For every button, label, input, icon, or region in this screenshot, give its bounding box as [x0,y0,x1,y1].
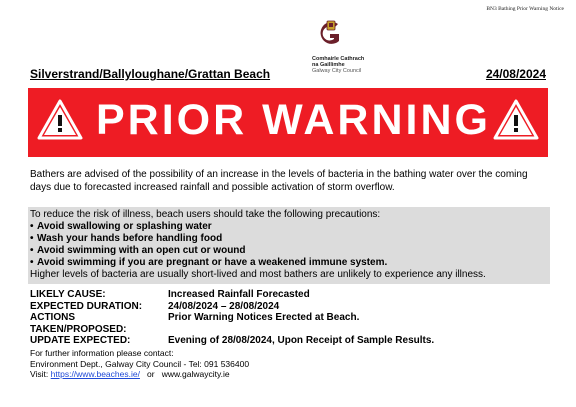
logo-line-2: na Gaillimhe [312,62,345,69]
warning-triangle-icon [492,98,540,142]
precaution-item: • Avoid swallowing or splashing water [30,221,548,233]
contact-intro: For further information please contact: [30,348,174,358]
prior-warning-banner [28,88,548,157]
logo-line-1: Comhairle Cathrach [312,56,365,62]
detail-row [30,335,550,347]
banner-title: PRIOR WARNING [96,96,491,144]
detail-value: 24/08/2024 – 28/08/2024 [168,300,280,312]
detail-row [30,312,550,335]
logo-line-3: Galway City Council [312,68,362,75]
precaution-item: • Avoid swimming if you are pregnant or have a weakened immune system. [30,257,548,269]
visit-label: Visit: [30,369,49,379]
council-website: www.galwaycity.ie [161,369,230,379]
contact-phone: Environment Dept., Galway City Council - Tel: 091 536400 [30,358,250,369]
detail-label: UPDATE EXPECTED: [30,335,131,346]
intro-paragraph: Bathers are advised of the possibility of an increase in the levels of bacteria in the bathing water over the coming days due to forecasted increased rainfall and possible activation of storm overflow. [30,169,528,193]
beach-location: Silverstrand/Ballyloughane/Grattan Beach [30,67,271,81]
precaution-item: • Avoid swimming with an open cut or wound [30,245,548,257]
warning-triangle-icon [36,98,84,142]
contact-footer [30,348,249,380]
precaution-item: • Wash your hands before handling food [30,233,548,245]
detail-label: LIKELY CAUSE: [30,289,106,300]
detail-value: Prior Warning Notices Erected at Beach. [168,312,360,323]
precautions-list [30,221,548,269]
council-logo [312,20,394,75]
detail-value: Evening of 28/08/2024, Upon Receipt of Sample Results. [168,335,435,346]
precautions-note: Higher levels of bacteria are usually short-lived and most bathers are unlikely to experience any illness. [30,269,486,280]
detail-label: ACTIONS TAKEN/PROPOSED: [30,312,127,335]
notice-date: 24/08/2024 [485,67,546,81]
detail-value: Increased Rainfall Forecasted [168,289,310,300]
or-text: or [147,369,155,379]
precautions-lead: To reduce the risk of illness, beach users should take the following precautions: [30,209,381,220]
precautions-box [28,207,550,284]
council-crest-icon [318,20,342,50]
detail-label: EXPECTED DURATION: [30,300,143,312]
details-table [30,289,550,347]
detail-row [30,301,550,313]
detail-row [30,289,550,301]
document-code: BN3 Bathing Prior Warning Notice [486,6,564,12]
beaches-link[interactable]: https://www.beaches.ie/ [50,369,140,379]
contact-links [30,369,249,380]
